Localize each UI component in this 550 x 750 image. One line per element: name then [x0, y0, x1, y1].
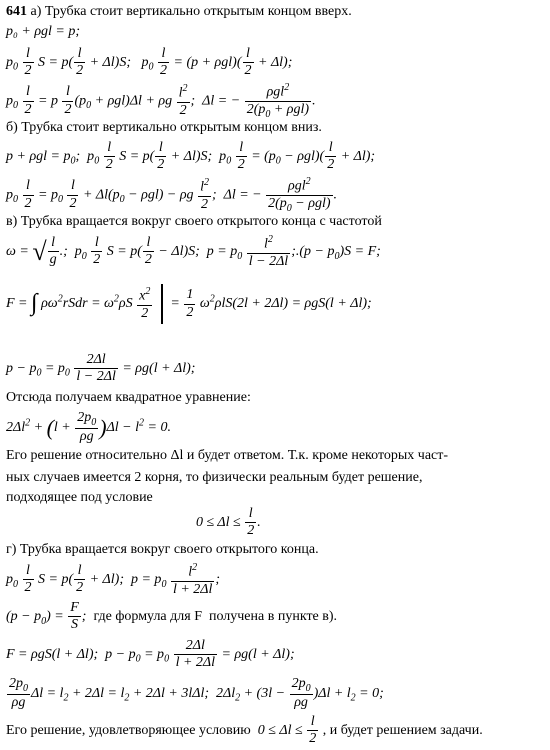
c-text-3: ных случаев имеется 2 корня, то физически реальным будет решение,	[6, 470, 423, 485]
eq-c3: $p - p_0 = p_0$ $\frac{2\Delta l}{l - 2\Delta l}$ = ρg(l + Δl);	[6, 352, 196, 385]
problem-header	[6, 4, 352, 20]
c-text-1: Отсюда получаем квадратное уравнение:	[6, 390, 251, 405]
eq-c2: F = ∫ $\rho\omega^2rSdr = \omega^2\rho S$ $\frac{x^2}{2}$ = $\frac{1}{2}$ $\omega^2\rho lS(2l + 2\Delta l) = \rho gS(l + \Delta l)$;	[6, 284, 372, 324]
d-final-text: Его решение, удовлетворяющее условию 0 ≤ Δl ≤ $\frac{l}{2}$ , и будет решением задачи.	[6, 714, 483, 747]
eq-d4: $\frac{2p_0}{\rho g}$ $\Delta l = l_2 + 2\Delta l = l_2 + 2\Delta l + 3l\Delta l$; $2\Delta l_2 + (3l$ − $\frac{2p_0}{\rho g}$ )$\Delta l + l_2 = 0$;	[9, 676, 384, 711]
eq-a2: $p_0$ $\frac{l}{2}$ = p $\frac{l}{2}$ $(p_0 + \rho gl)\Delta l + \rho g$ $\frac{l^2}{2}$ ; Δl = − ρgl$^2$ $2(p_0 + \rho gl)$ .	[6, 82, 316, 120]
eq-d3: F = ρgS(l + Δl); $p - p_0 = p_0$ $\frac{2\Delta l}{l + 2\Delta l}$ = ρg(l + Δl);	[6, 638, 295, 671]
section-a-title: а) Трубка стоит вертикально открытым концом вверх.	[30, 4, 352, 19]
eq-a1: $p_0$ $\frac{l}{2}$ S = p( $\frac{l}{2}$ + Δl)S; $p_0$ $\frac{l}{2}$ = (p + ρgl)( $\frac{l}{2}$ + Δl);	[6, 46, 293, 79]
eq-c4: $2\Delta l^2 + (l$ + $\frac{2p_0}{\rho g}$ )$\Delta l - l^2 = 0$.	[6, 410, 171, 445]
c-condition: 0 ≤ Δl ≤ $\frac{l}{2}$ .	[196, 506, 261, 539]
c-text-2: Его решение относительно Δl и будет ответом. Т.к. кроме некоторых част-	[6, 448, 449, 463]
c-text-4: подходящее под условие	[6, 490, 153, 505]
problem-number: 641	[6, 4, 27, 19]
section-c-title: в) Трубка вращается вокруг своего открытого конца с частотой	[6, 214, 382, 229]
eq-c1: ω = √ $\frac{l}{g}$ .; $p_0$ $\frac{l}{2}$ S = p( $\frac{l}{2}$ − Δl)S; $p = p_0$ $\frac{l^2}{l - 2\Delta l}$ ;.(p − $p_0)S = F$;	[6, 234, 381, 269]
section-b-title: б) Трубка стоит вертикально открытым концом вниз.	[6, 120, 322, 135]
eq-d1: $p_0$ $\frac{l}{2}$ S = p( $\frac{l}{2}$ + Δl); $p = p_0$ $\frac{l^2}{l + 2\Delta l}$ ;	[6, 562, 221, 597]
eq-a0: p₀ + ρgl = p;	[6, 24, 81, 39]
section-d-title: г) Трубка вращается вокруг своего открытого конца.	[6, 542, 319, 557]
eq-d2: $(p - p_0)$ = $\frac{F}{S}$ ; где формула для F получена в пункте в).	[6, 600, 338, 633]
eq-b1: $p + \rho gl = p_0$; $p_0$ $\frac{l}{2}$ S = p( $\frac{l}{2}$ + Δl)S; $p_0$ $\frac{l}{2}$ = $(p_0 - \rho gl)$( $\frac{l}{2}$ + Δl);	[6, 140, 376, 173]
eq-b2: $p_0$ $\frac{l}{2}$ = $p_0$ $\frac{l}{2}$ + $\Delta l(p_0 - \rho gl) - \rho g$ $\frac{l^2}{2}$ ; Δl = − ρgl$^2$ $2(p_0 - \rho gl)$ .	[6, 176, 338, 214]
